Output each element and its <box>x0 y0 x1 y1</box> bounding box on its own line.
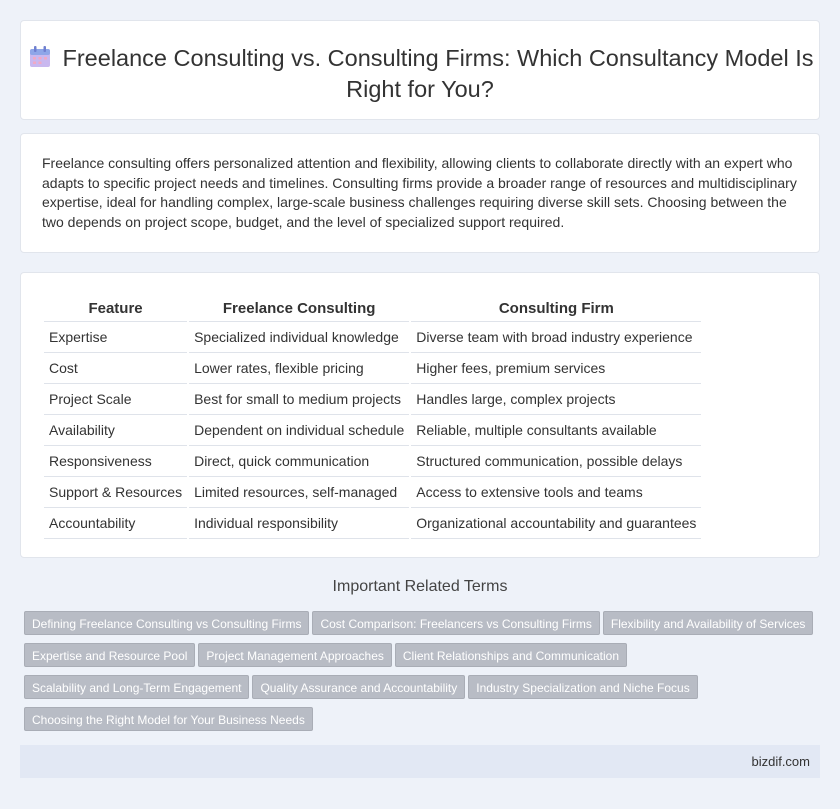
table-row <box>44 477 701 508</box>
summary-text: Freelance consulting offers personalized attention and flexibility, allowing clients to collaborate directly with an expert who adapts to specific project needs and timelines. Consulting firms provide a broader range of resources and multidisciplinary expertise, ideal for handling complex, large-scale business challenges requiring diverse skill sets. Choosing between the two depends on project scope, budget, and the level of specialized support required. <box>42 155 797 230</box>
table-cell: Best for small to medium projects <box>189 384 409 415</box>
table-cell: Accountability <box>44 508 187 539</box>
page-title: Freelance Consulting vs. Consulting Firms: Which Consultancy Model Is Right for You? <box>62 45 814 102</box>
table-row <box>44 508 701 539</box>
table-row <box>44 415 701 446</box>
header-firm: Consulting Firm <box>411 296 701 322</box>
table-cell: Cost <box>44 353 187 384</box>
calendar-icon <box>27 45 53 69</box>
table-cell: Organizational accountability and guarantees <box>411 508 701 539</box>
table-cell: Specialized individual knowledge <box>189 322 409 353</box>
table-cell: Limited resources, self-managed <box>189 477 409 508</box>
related-tags <box>24 611 824 739</box>
table-cell: Access to extensive tools and teams <box>411 477 701 508</box>
comparison-card <box>20 272 820 558</box>
title-wrap <box>21 43 819 105</box>
table-cell: Structured communication, possible delays <box>411 446 701 477</box>
title-card <box>20 20 820 120</box>
table-cell: Higher fees, premium services <box>411 353 701 384</box>
comparison-table <box>42 296 703 539</box>
table-header-row <box>44 296 701 322</box>
table-cell: Handles large, complex projects <box>411 384 701 415</box>
table-row <box>44 322 701 353</box>
table-cell: Lower rates, flexible pricing <box>189 353 409 384</box>
table-cell: Diverse team with broad industry experience <box>411 322 701 353</box>
related-tag[interactable]: Client Relationships and Communication <box>395 643 627 667</box>
related-terms-heading: Important Related Terms <box>332 578 508 595</box>
table-cell: Responsiveness <box>44 446 187 477</box>
table-row <box>44 384 701 415</box>
related-tag[interactable]: Choosing the Right Model for Your Business Needs <box>24 707 313 731</box>
table-row <box>44 446 701 477</box>
table-cell: Project Scale <box>44 384 187 415</box>
table-cell: Expertise <box>44 322 187 353</box>
related-tag[interactable]: Cost Comparison: Freelancers vs Consulting Firms <box>312 611 599 635</box>
table-cell: Support & Resources <box>44 477 187 508</box>
table-cell: Availability <box>44 415 187 446</box>
summary-card <box>20 133 820 253</box>
related-tag[interactable]: Expertise and Resource Pool <box>24 643 195 667</box>
related-tag[interactable]: Project Management Approaches <box>198 643 391 667</box>
table-cell: Reliable, multiple consultants available <box>411 415 701 446</box>
table-cell: Individual responsibility <box>189 508 409 539</box>
related-tag[interactable]: Industry Specialization and Niche Focus <box>468 675 697 699</box>
related-tag[interactable]: Flexibility and Availability of Services <box>603 611 814 635</box>
footer <box>20 745 820 778</box>
footer-site-link[interactable]: bizdif.com <box>751 754 810 769</box>
related-tag[interactable]: Quality Assurance and Accountability <box>252 675 465 699</box>
related-tag[interactable]: Defining Freelance Consulting vs Consulting Firms <box>24 611 309 635</box>
header-freelance: Freelance Consulting <box>189 296 409 322</box>
table-cell: Dependent on individual schedule <box>189 415 409 446</box>
table-cell: Direct, quick communication <box>189 446 409 477</box>
related-tag[interactable]: Scalability and Long-Term Engagement <box>24 675 249 699</box>
header-feature: Feature <box>44 296 187 322</box>
table-row <box>44 353 701 384</box>
